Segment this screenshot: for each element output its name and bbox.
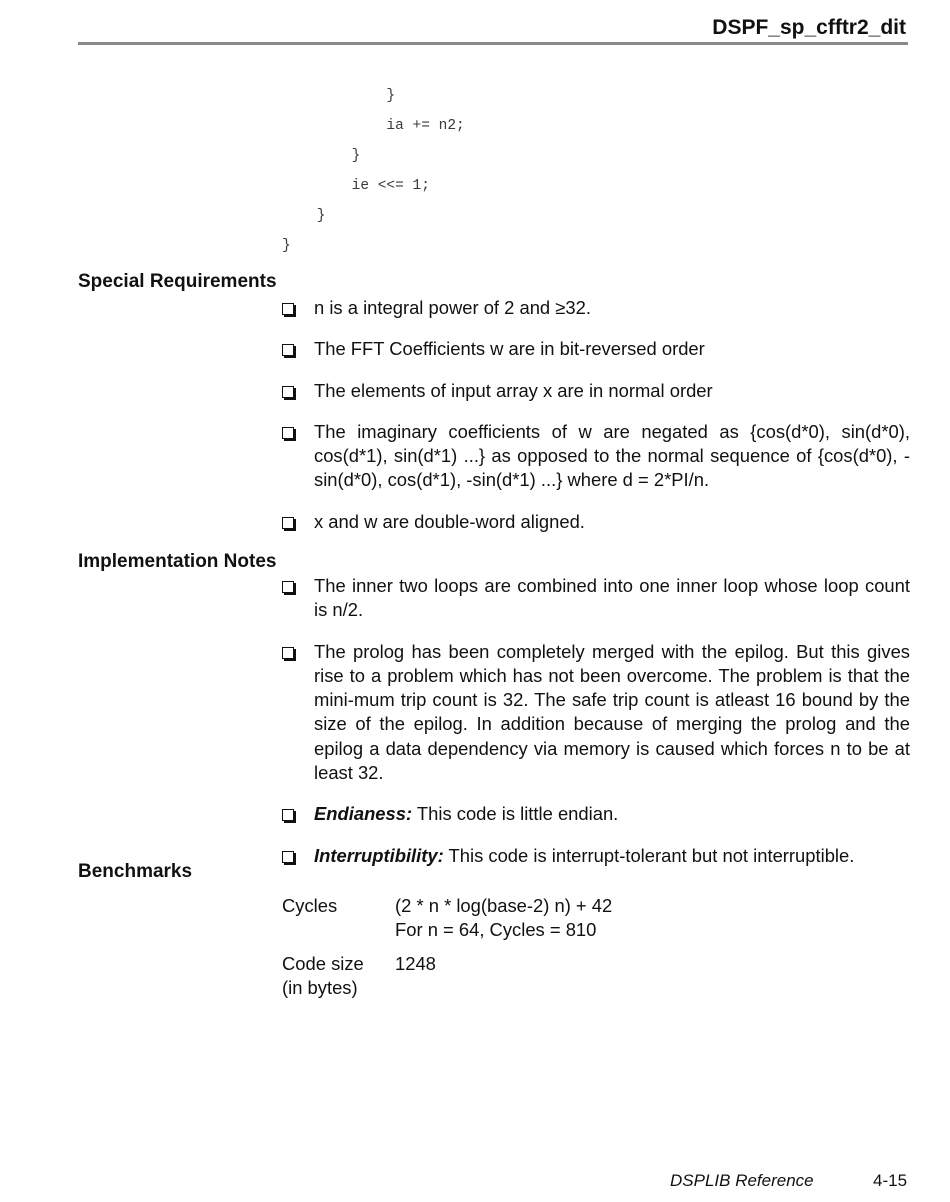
list-item xyxy=(282,420,910,493)
benchmark-row-cycles xyxy=(282,894,782,941)
benchmarks-heading: Benchmarks xyxy=(78,861,193,882)
checkbox-bullet-icon xyxy=(282,344,294,356)
footer-page-number: 4-15 xyxy=(873,1171,908,1190)
footer-doc-title: DSPLIB Reference xyxy=(670,1171,814,1190)
list-item xyxy=(282,296,910,320)
code-size-label xyxy=(282,952,395,999)
list-item-text: The prolog has been completely merged with the epilog. But this gives rise to a problem which has not been overcome. The problem is that the mini-mum trip count is 32. The safe trip count is atleast 16 bound by the size of the epilog. In addition because of merging the prolog and the epilog a data dependency via memory is caused which forces n to be at least 32. xyxy=(314,640,910,784)
list-item xyxy=(282,574,910,623)
list-item xyxy=(282,802,910,826)
implementation-notes-list xyxy=(282,574,910,885)
list-item-text: The elements of input array x are in normal order xyxy=(314,379,713,401)
code-listing xyxy=(282,84,465,264)
interruptibility-term: Interruptibility: xyxy=(314,844,444,866)
endianess-term: Endianess: xyxy=(314,803,413,825)
endianess-text: This code is little endian. xyxy=(412,803,619,825)
code-size-label-line: Code size xyxy=(282,953,364,974)
code-line: ia += n2; xyxy=(282,118,465,134)
checkbox-bullet-icon xyxy=(282,851,294,863)
code-size-value: 1248 xyxy=(395,953,436,974)
checkbox-bullet-icon xyxy=(282,581,294,593)
code-line: } xyxy=(282,208,326,224)
list-item xyxy=(282,510,910,534)
list-item-text: The FFT Coefficients w are in bit-reversed order xyxy=(314,338,705,360)
implementation-notes-heading: Implementation Notes xyxy=(78,551,277,572)
benchmark-row-code-size xyxy=(282,952,782,999)
cycles-example: For n = 64, Cycles = 810 xyxy=(395,918,597,940)
cycles-value xyxy=(395,894,782,941)
checkbox-bullet-icon xyxy=(282,809,294,821)
list-item xyxy=(282,379,910,403)
page-header xyxy=(78,14,908,45)
page-header-title: DSPF_sp_cfftr2_dit xyxy=(712,16,906,39)
list-item-text: x and w are double-word aligned. xyxy=(314,510,585,532)
checkbox-bullet-icon xyxy=(282,303,294,315)
list-item xyxy=(282,844,910,868)
code-size-unit-line: (in bytes) xyxy=(282,976,358,998)
list-item xyxy=(282,337,910,361)
list-item-text: The imaginary coefficients of w are negated as {cos(d*0), sin(d*0), cos(d*1), sin(d*1) ...} as opposed to the normal sequence of {cos(d*0), -sin(d*0), cos(d*1), -sin(d*1) ...} where d = 2*PI/n. xyxy=(314,420,910,491)
checkbox-bullet-icon xyxy=(282,386,294,398)
code-line: } xyxy=(282,148,361,164)
checkbox-bullet-icon xyxy=(282,517,294,529)
checkbox-bullet-icon xyxy=(282,647,294,659)
code-line: ie <<= 1; xyxy=(282,178,430,194)
list-item xyxy=(282,640,910,786)
special-requirements-heading: Special Requirements xyxy=(78,271,277,292)
special-requirements-list xyxy=(282,296,910,551)
code-line: } xyxy=(282,238,291,254)
interruptibility-text: This code is interrupt-tolerant but not interruptible. xyxy=(443,844,855,866)
cycles-label: Cycles xyxy=(282,895,338,916)
list-item-text: The inner two loops are combined into one inner loop whose loop count is n/2. xyxy=(314,575,910,621)
code-line: } xyxy=(282,88,396,104)
list-item-text: n is a integral power of 2 and ≥32. xyxy=(314,297,591,318)
checkbox-bullet-icon xyxy=(282,427,294,439)
benchmarks-table xyxy=(282,894,782,1010)
cycles-formula: (2 * n * log(base-2) n) + 42 xyxy=(395,895,613,916)
